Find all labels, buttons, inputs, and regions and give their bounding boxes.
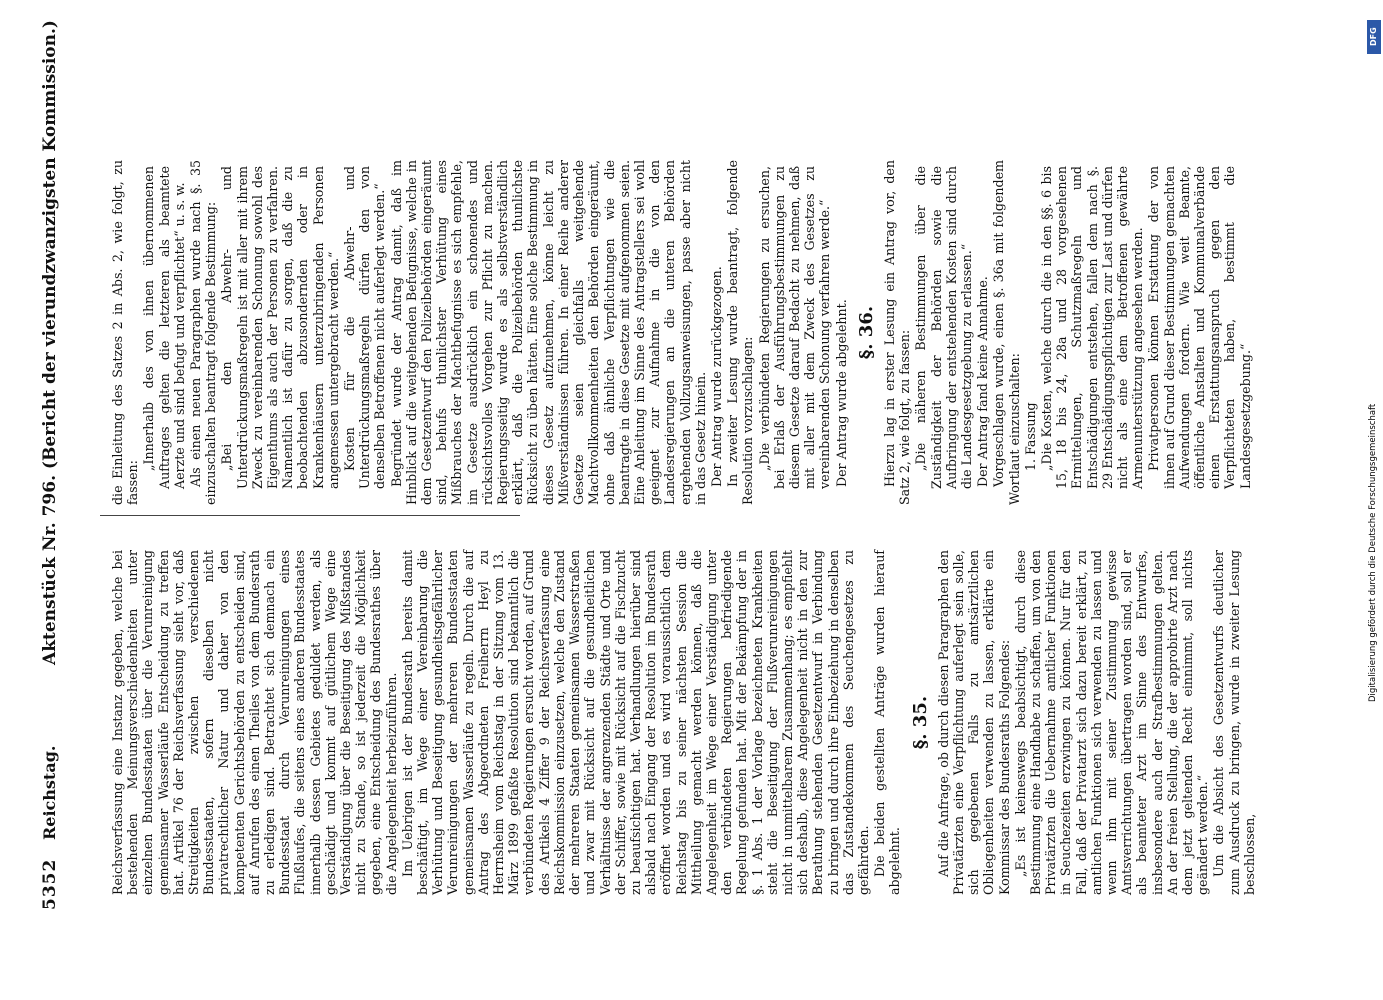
left-paragraph-2: Im Uebrigen ist der Bundesrath bereits damit beschäftigt, im Wege einer Vereinbarung die Verhütung und Beseitigung gesundheitsgefährlicher Verunreinigungen der mehreren Bundesstaaten gemeinsamen Wasserläufe zu regeln. Durch die auf Antrag des Abgeordneten Freiherrn Heyl zu Herrnsheim vom Reichstag in der Sitzung vom 13. März 1899 gefaßte Resolution sind bekanntlich die verbündeten Regierungen ersucht worden, auf Grund des Artikels 4 Ziffer 9 der Reichsverfassung eine Reichskommission einzusetzen, welche den Zustand der mehreren Staaten gemeinsamen Wasserstraßen und zwar mit Rücksicht auf die gesundheitlichen Verhältnisse der angrenzenden Städte und Orte und der Schiffer, sowie mit Rücksicht auf die Fischzucht zu beaufsichtigen hat. Verhandlungen hierüber sind alsbald nach Eingang der Resolution im Bundesrath eröffnet worden und es wird voraussichtlich dem Reichstag bis zu seiner nächsten Session die Mittheilung gemacht werden können, daß die Angelegenheit im Wege einer Verständigung unter den verbündeten Regierungen befriedigende Regelung gefunden hat. Mit der Bekämpfung der in §. 1 Abs. 1 der Vorlage bezeichneten Krankheiten steht die Beseitigung der Flußverunreinigungen nicht in unmittelbarem Zusammenhang; es empfiehlt sich deshalb, diese Angelegenheit nicht in den zur Berathung stehenden Gesetzentwurf in Verbindung zu bringen und durch ihre Einbeziehung in denselben das Zustandekommen des Seuchengesetzes zu gefährden. xyxy=(399,550,871,895)
section-heading-36: §. 36. xyxy=(855,305,877,360)
left-paragraph-3: Die beiden gestellten Anträge wurden hierauf abgelehnt. xyxy=(872,550,903,895)
right-paragraph-4: Der Antrag wurde zurückgezogen. xyxy=(708,266,724,487)
right-quote-7: Privatpersonen können Erstattung der von ihnen auf Grund dieser Bestimmungen gemachten Aufwendungen fordern. Wie weit Beamte, öffentliche Anstalten und Kommunalverbände einen Erstattungsanspruch gegen den Verpflichteten haben, bestimmt die Landesgesetzgebung.“ xyxy=(1146,166,1253,489)
right-paragraph-3: Begründet wurde der Antrag damit, daß im Hinblick auf die weitgehenden Befugnisse, welche in dem Gesetzentwurf den Polizeibehörden eingeräumt sind, behufs thunlichster Verhütung eines Mißbrauches der Machtbefugnisse es sich empfehle, im Gesetze ausdrücklich ein schonendes und rücksichtsvolles Vorgehen zur Pflicht zu machen. Regierungsseitig wurde es als selbstverständlich erklärt, daß die Polizeibehörden thunlichste Rücksicht zu üben hätten. Eine solche Bestimmung in dieses Gesetz aufzunehmen, könne leicht zu Mißverständnissen führen. In einer Reihe anderer Gesetze seien gleichfalls weitgehende Machtvollkommenheiten den Behörden eingeräumt, ohne daß ähnliche Verpflichtungen wie die beantragte in diese Gesetze mit aufgenommen seien. Eine Anleitung im Sinne des Antragstellers sei wohl geeignet zur Aufnahme in die von den Landesregierungen an die unteren Behörden ergehenden Vollzugsanweisungen, passe aber nicht in das Gesetz hinein. xyxy=(388,160,708,505)
right-paragraph-6: Der Antrag wurde abgelehnt. xyxy=(833,299,849,487)
right-quote-2: „Bei den Abwehr- und Unterdrückungsmaßregeln ist mit aller mit ihrem Zweck zu vereinbarenden Schonung sowohl des Eigenthums als auch der Personen zu verfahren. Namentlich ist dafür zu sorgen, daß die zu beobachtenden abzusondernden oder in Krankenhäusern unterzubringenden Personen angemessen untergebracht werden.“ xyxy=(219,166,341,489)
left-paragraph-1: Reichsverfassung eine Instanz gegeben, welche bei bestehenden Meinungsverschiedenheiten unter einzelnen Bundesstaaten über die Verunreinigung gemeinsamer Wasserläufe Entscheidung zu treffen hat. Artikel 76 der Reichsverfassung sieht vor, daß Streitigkeiten zwischen verschiedenen Bundesstaaten, sofern dieselben nicht privatrechtlicher Natur und daher von den kompetenten Gerichtsbehörden zu entscheiden sind, auf Anrufen des einen Theiles von dem Bundesrath zu erledigen sind. Betrachtet sich demnach ein Bundesstaat durch Verunreinigungen eines Flußlaufes, die seitens eines anderen Bundesstaates innerhalb dessen Gebietes geduldet werden, als geschädigt und kommt auf gütlichem Wege eine Verständigung über die Beseitigung des Mißstandes nicht zu Stande, so ist jederzeit die Möglichkeit gegeben, eine Entscheidung des Bundesrathes über die Angelegenheit herbeizuführen. xyxy=(110,550,399,895)
right-paragraph-9: Vorgeschlagen wurde, einen §. 36a mit folgendem Wortlaut einzuschalten: xyxy=(991,160,1022,505)
right-quote-3: Kosten für die Abwehr- und Unterdrückungsmaßregeln dürfen den von denselben Betroffenen nicht auferlegt werden.“ xyxy=(342,166,388,489)
right-quote-1: „Innerhalb des von ihnen übernommenen Auftrages gelten die letzteren als beamtete Aerzte und sind befugt und verpflichtet“ u. s. w. xyxy=(141,166,187,489)
right-quote-4: „Die verbündeten Regierungen zu ersuchen, bei Erlaß der Ausführungsbestimmungen zu diesem Gesetze darauf Bedacht zu nehmen, daß mit aller mit dem Zweck des Gesetzes zu vereinbarenden Schonung verfahren werde.“ xyxy=(756,166,833,489)
digitization-watermark xyxy=(1365,10,1383,1000)
right-paragraph-8: Der Antrag fand keine Annahme. xyxy=(975,276,991,487)
right-quote-5: „Die näheren Bestimmungen über die Zuständigkeit der Behörden sowie die Aufbringung der entstehenden Kosten sind durch die Landesgesetzgebung zu erlassen.“ xyxy=(913,166,974,489)
right-paragraph-2: Als einen neuen Paragraphen wurde nach §. 35 einzuschalten beantragt folgende Bestimmung: xyxy=(188,160,219,505)
right-column xyxy=(110,160,1254,505)
page-header xyxy=(40,20,80,910)
right-quote-6: „Die Kosten, welche durch die in den §§. 6 bis 15, 18 bis 24, 28a und 28 vorgesehenen Ermittelungen, Schutzmaßregeln und Entschädigungen entstehen, fallen dem nach §. 29 Entschädigungspflichtigen zur Last und dürfen nicht als eine dem Betroffenen gewährte Armenunterstützung angesehen werden. xyxy=(1038,166,1146,489)
left-column xyxy=(110,550,1258,895)
header-title: Aktenstück Nr. 796. (Bericht der vierundzwanzigsten Kommission.) xyxy=(40,20,60,665)
left-paragraph-6: Um die Absicht des Gesetzentwurfs deutlicher zum Ausdruck zu bringen, wurde in zweiter Lesung beschlossen, xyxy=(1211,550,1257,895)
page-number: 5352 xyxy=(40,858,60,910)
right-paragraph-1: die Einleitung des Satzes 2 in Abs. 2, wie folgt, zu fassen: xyxy=(110,160,141,505)
right-paragraph-7: Hierzu lag in erster Lesung ein Antrag vor, den Satz 2, wie folgt, zu fassen: xyxy=(881,160,913,505)
section-heading-35: §. 35. xyxy=(909,695,931,750)
dfg-logo: DFG xyxy=(1367,20,1381,54)
header-reichstag: Reichstag. xyxy=(40,745,59,840)
left-paragraph-4: Auf die Anfrage, ob durch diesen Paragraphen den Privatärzten eine Verpflichtung auferlegt sein solle, sich gegebenen Falls zu amtsärztlichen Obliegenheiten verwenden zu lassen, erklärte ein Kommissar des Bundesraths Folgendes: xyxy=(935,550,1012,895)
right-paragraph-10: 1. Fassung xyxy=(1022,402,1038,471)
watermark-text: Digitalisierung gefördert durch die Deutsche Forschungsgemeinschaft xyxy=(1368,403,1378,702)
column-divider xyxy=(100,515,520,516)
left-paragraph-5: „Es ist keineswegs beabsichtigt, durch diese Bestimmung eine Handhabe zu schaffen, um von den Privatärzten die Uebernahme amtlicher Funktionen in Seuchezeiten erzwingen zu können. Nur für den Fall, daß der Privatarzt sich dazu bereit erklärt, zu amtlichen Funktionen sich verwenden zu lassen und wenn ihm mit seiner Zustimmung gewisse Amtsverrichtungen übertragen worden sind, soll er als beamteter Arzt im Sinne des Entwurfes, insbesondere auch der Strafbestimmungen gelten. An der freien Stellung, die der approbirte Arzt nach dem jetzt geltenden Recht einnimmt, soll nichts geändert werden.“ xyxy=(1012,550,1211,895)
right-paragraph-5: In zweiter Lesung wurde beantragt, folgende Resolution vorzuschlagen: xyxy=(725,160,756,505)
